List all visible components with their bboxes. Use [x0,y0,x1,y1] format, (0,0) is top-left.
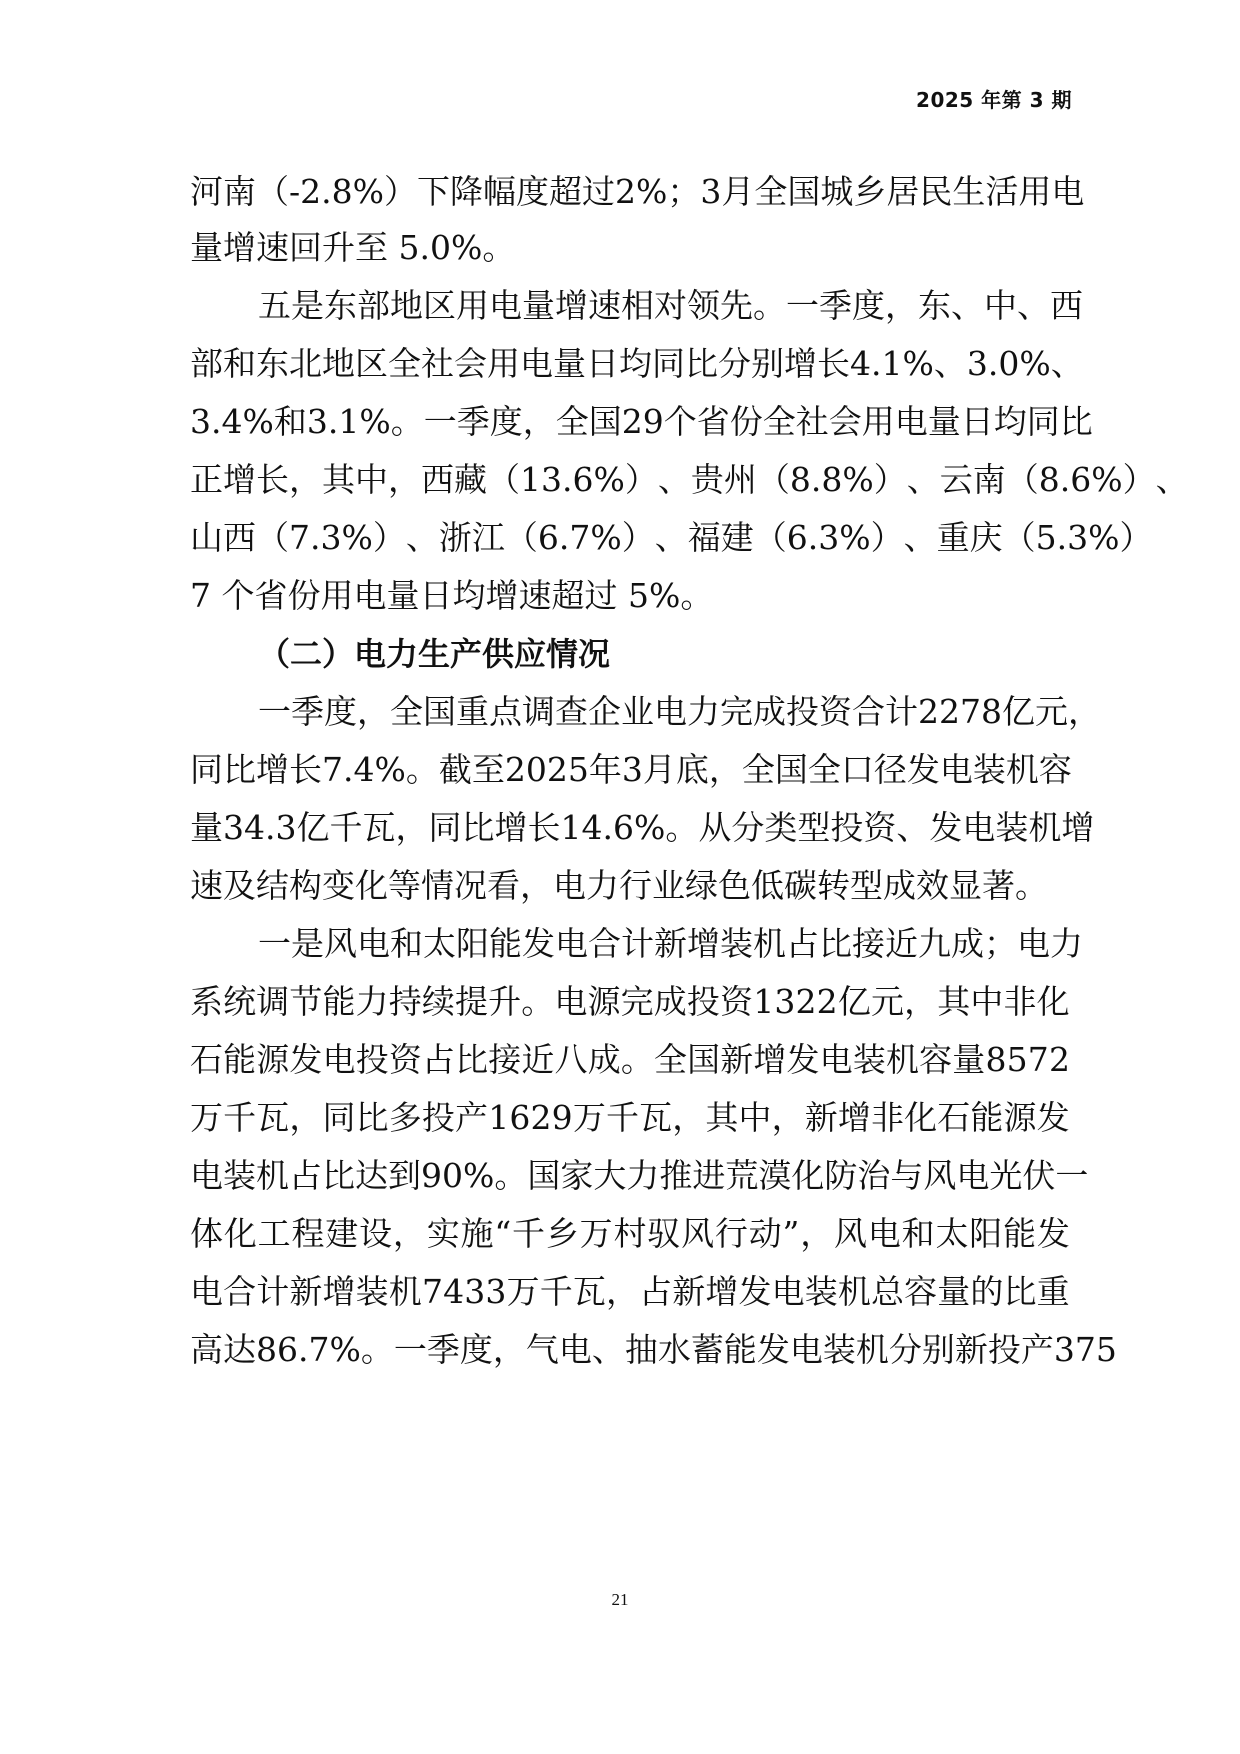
text-line-6: 正 增 长 ， 其 中 ， 西 藏 （ 1 3 . 6 % ） 、 贵 州 （ 8 . 8 % ） 、 云 南 （ 8 . 6 % ） 、 [190,460,1189,499]
text-line-13: 速及结构变化等情况看，电力行业绿色低碳转型成效显著。 [190,866,1048,905]
text-line-7: 山 西 （ 7 . 3 % ） 、 浙 江 （ 6 . 7 % ） 、 福 建 （ 6 . 3 % ） 、 重 庆 （ 5 . 3 % ） [190,518,1153,557]
text-line-21: 高 达 8 6 . 7 % 。 一 季 度 ， 气 电 、 抽 水 蓄 能 发 电 装 机 分 别 新 投 产 3 7 5 [190,1330,1117,1369]
text-line-2: 量增速回升至 5.0%。 [190,228,516,267]
text-line-14: 一 是 风 电 和 太 阳 能 发 电 合 计 新 增 装 机 占 比 接 近 九 成 ； 电 力 [258,924,1083,963]
issue-header: 2025 年第 3 期 [916,88,1072,112]
text-line-17: 万 千 瓦 ， 同 比 多 投 产 1 6 2 9 万 千 瓦 ， 其 中 ， 新 增 非 化 石 能 源 发 [190,1098,1070,1137]
text-line-12: 量 3 4 . 3 亿 千 瓦 ， 同 比 增 长 1 4 . 6 % 。 从 分 类 型 投 资 、 发 电 装 机 增 [190,808,1095,847]
text-line-19: 体 化 工 程 建 设 ， 实 施 “ 千 乡 万 村 驭 风 行 动 ” ， 风 电 和 太 阳 能 发 [190,1214,1070,1253]
section-heading: （二）电力生产供应情况 [258,635,611,673]
text-line-16: 石 能 源 发 电 投 资 占 比 接 近 八 成 。 全 国 新 增 发 电 装 机 容 量 8 5 7 2 [190,1040,1070,1079]
text-line-5: 3 . 4 % 和 3 . 1 % 。 一 季 度 ， 全 国 2 9 个 省 份 全 社 会 用 电 量 日 均 同 比 [190,402,1093,441]
text-line-10: 一 季 度 ， 全 国 重 点 调 查 企 业 电 力 完 成 投 资 合 计 2 2 7 8 亿 元 ， [258,692,1101,731]
text-line-8: 7 个省份用电量日均增速超过 5%。 [190,576,714,615]
text-line-4: 部 和 东 北 地 区 全 社 会 用 电 量 日 均 同 比 分 别 增 长 4 . 1 % 、 3 . 0 % 、 [190,344,1084,383]
text-line-15: 系 统 调 节 能 力 持 续 提 升 。 电 源 完 成 投 资 1 3 2 2 亿 元 ， 其 中 非 化 [190,982,1070,1021]
text-line-1: 河 南 （ - 2 . 8 % ） 下 降 幅 度 超 过 2 % ； 3 月 全 国 城 乡 居 民 生 活 用 电 [190,172,1085,211]
text-line-18: 电 装 机 占 比 达 到 9 0 % 。 国 家 大 力 推 进 荒 漠 化 防 治 与 风 电 光 伏 一 [190,1156,1089,1195]
page-number: 21 [611,1590,629,1609]
text-line-20: 电 合 计 新 增 装 机 7 4 3 3 万 千 瓦 ， 占 新 增 发 电 装 机 总 容 量 的 比 重 [190,1272,1070,1311]
text-line-11: 同 比 增 长 7 . 4 % 。 截 至 2 0 2 5 年 3 月 底 ， 全 国 全 口 径 发 电 装 机 容 [190,750,1072,789]
text-line-3: 五 是 东 部 地 区 用 电 量 增 速 相 对 领 先 。 一 季 度 ， 东 、 中 、 西 [258,286,1083,325]
